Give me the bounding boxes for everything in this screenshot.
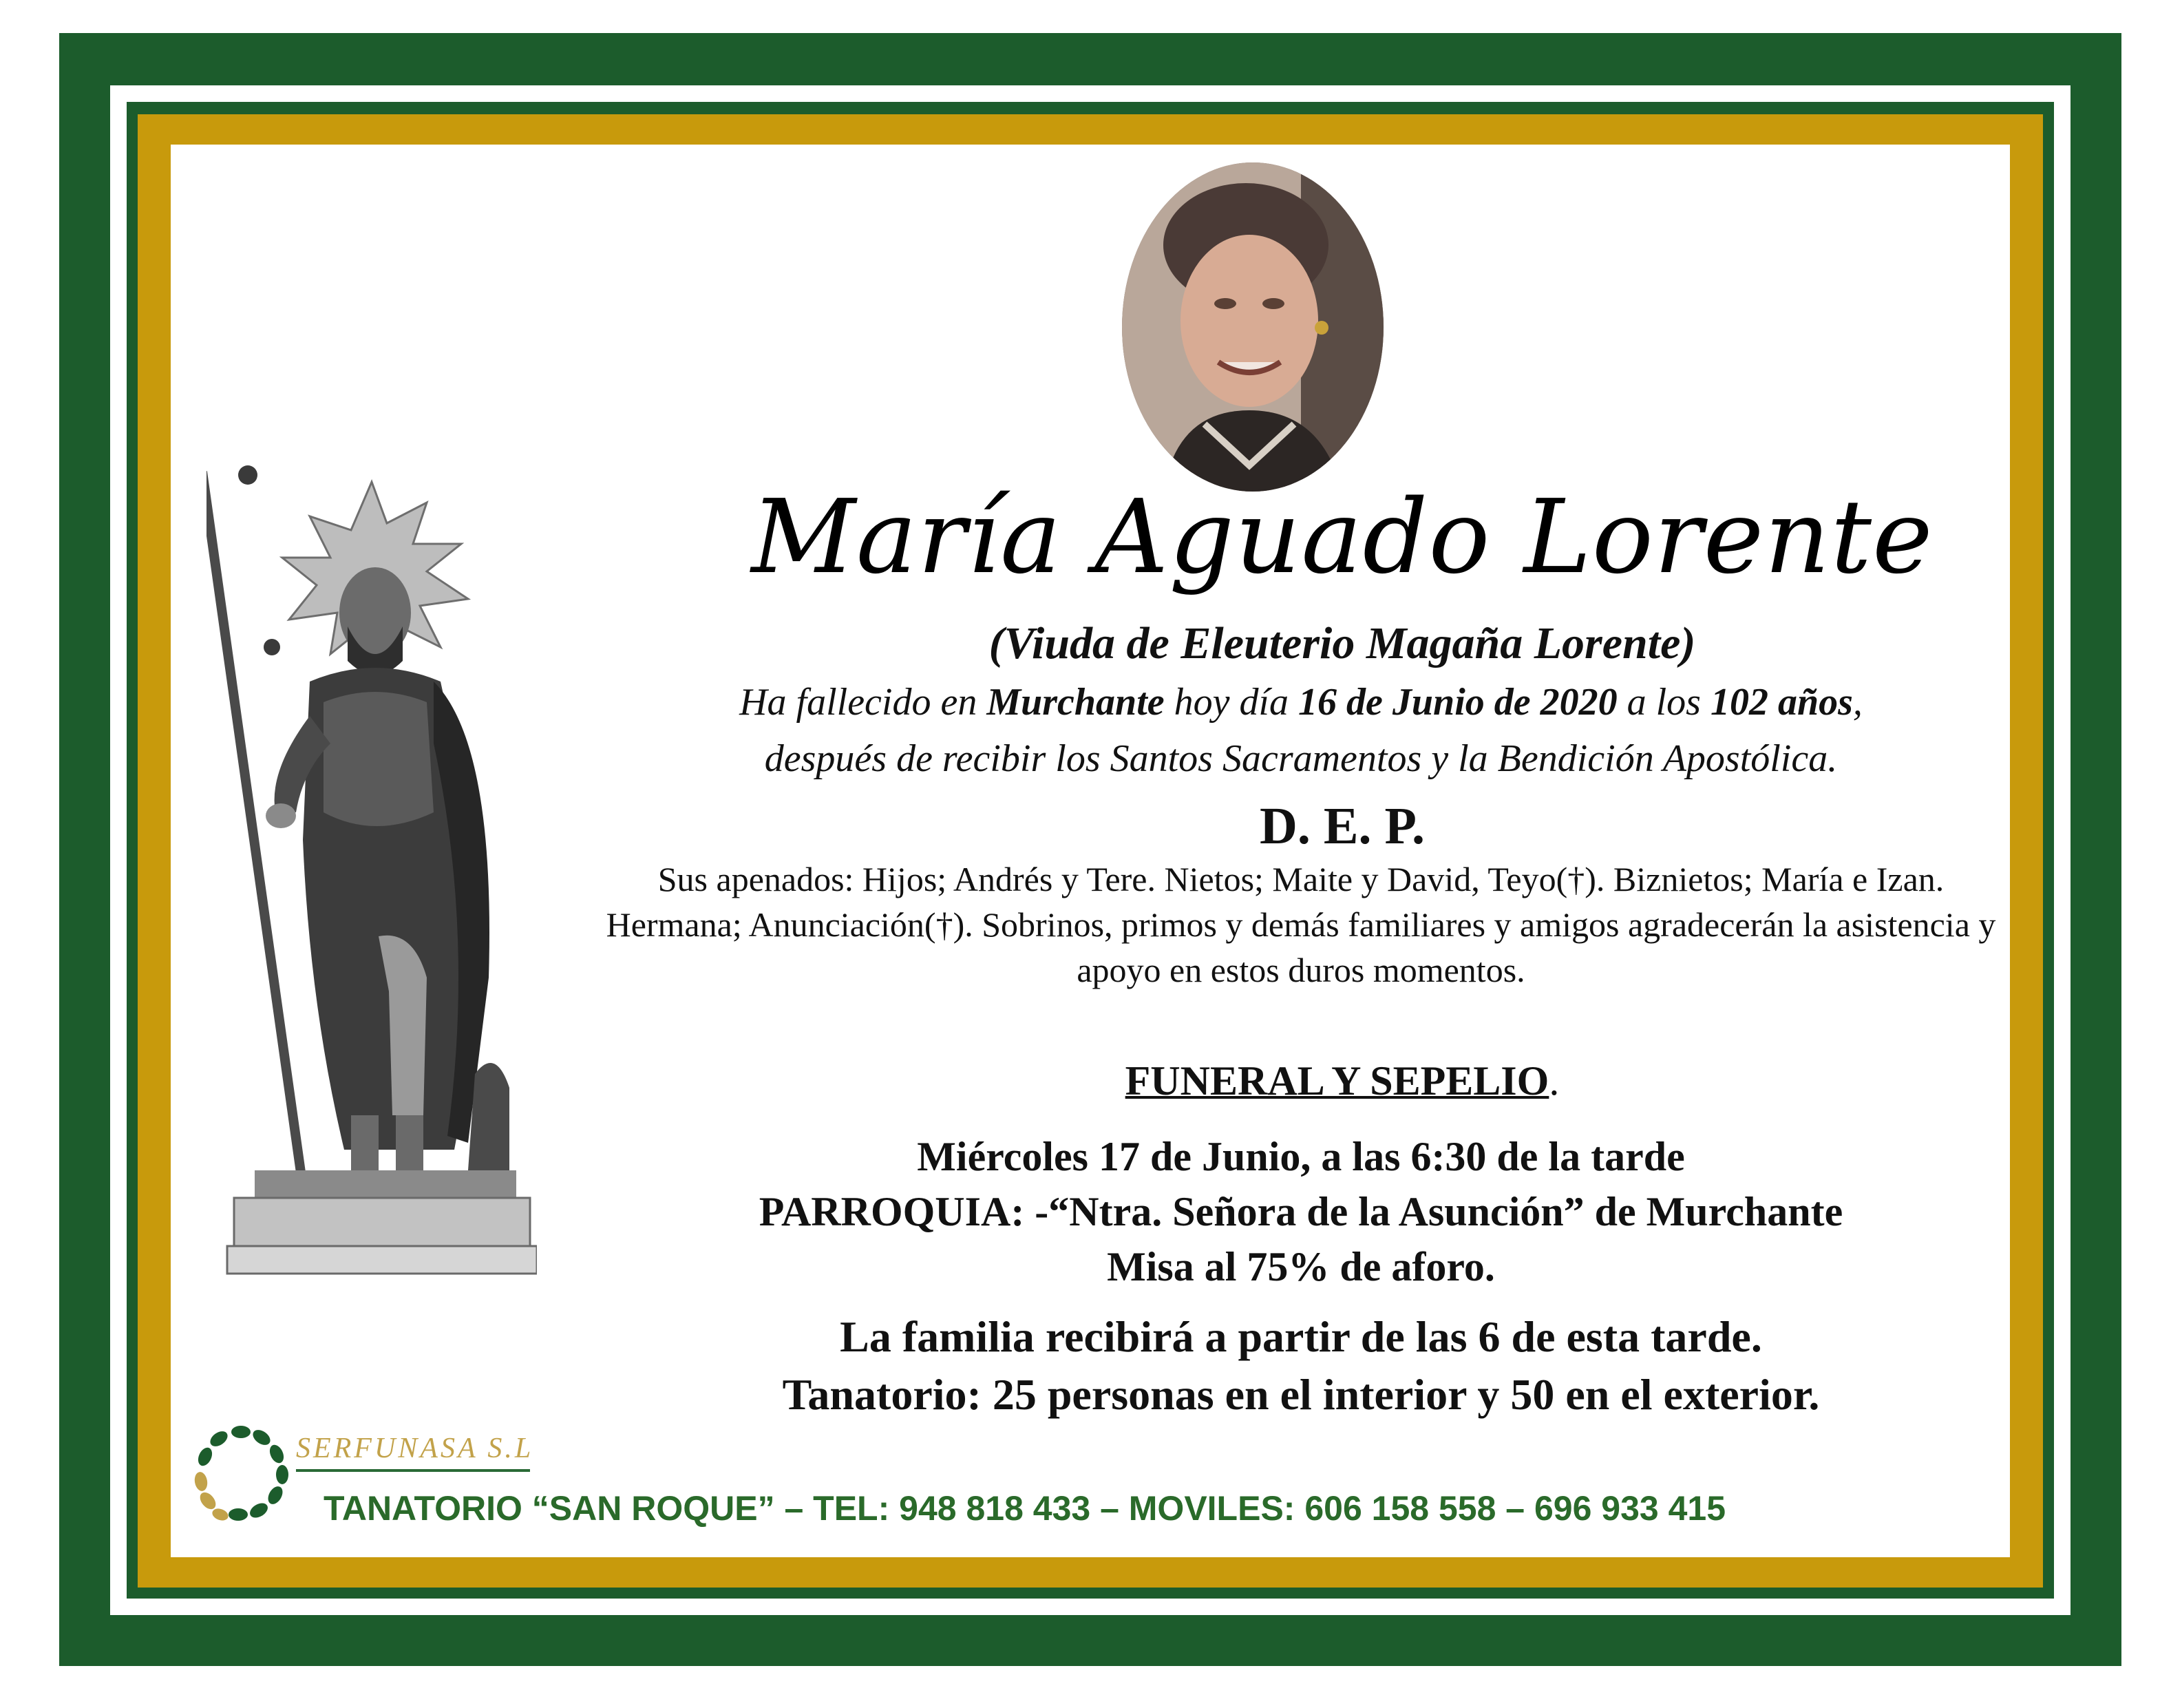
funeral-heading: FUNERAL Y SEPELIO. <box>1125 1058 1560 1104</box>
death-place: Murchante <box>986 681 1165 724</box>
death-date: 16 de Junio de 2020 <box>1298 681 1618 724</box>
funeral-parish: PARROQUIA: -“Ntra. Señora de la Asunción” de Murchante <box>759 1189 1843 1234</box>
deceased-name: María Aguado Lorente <box>751 478 1934 596</box>
tanatorio-capacity: Tanatorio: 25 personas en el interior y 50 en el exterior. <box>782 1370 1820 1419</box>
family-receive: La familia recibirá a partir de las 6 de esta tarde. <box>840 1312 1762 1361</box>
laurel-wreath-icon <box>186 1418 296 1528</box>
funeral-mass-capacity: Misa al 75% de aforo. <box>1107 1244 1495 1289</box>
saint-statue-image <box>206 454 537 1280</box>
footer-contact: TANATORIO “SAN ROQUE” – TEL: 948 818 433 – MOVILES: 606 158 558 – 696 933 415 <box>324 1489 1726 1528</box>
widow-of: (Viuda de Eleuterio Magaña Lorente) <box>988 618 1696 668</box>
dep-heading: D. E. P. <box>1259 797 1426 855</box>
sacraments-line: después de recibir los Santos Sacramentos y la Bendición Apostólica. <box>764 737 1838 780</box>
death-announcement: Ha fallecido en Murchante hoy día 16 de Junio de 2020 a los 102 años, <box>739 681 1863 724</box>
mourners-text: Sus apenados: Hijos; Andrés y Tere. Nietos; Maite y David, Teyo(†). Biznietos; María e Izan. Hermana; Anunciación(†). Sobrinos, primos y demás familiares y amigos agradecerán la asistencia y apoyo en estos duros momentos. <box>606 860 1996 989</box>
company-logo-name: SERFUNASA S.L <box>296 1433 534 1464</box>
portrait-photo <box>1122 162 1384 492</box>
logo-underline <box>296 1469 530 1472</box>
funeral-date-time: Miércoles 17 de Junio, a las 6:30 de la tarde <box>917 1134 1685 1179</box>
death-age: 102 años <box>1710 681 1853 724</box>
